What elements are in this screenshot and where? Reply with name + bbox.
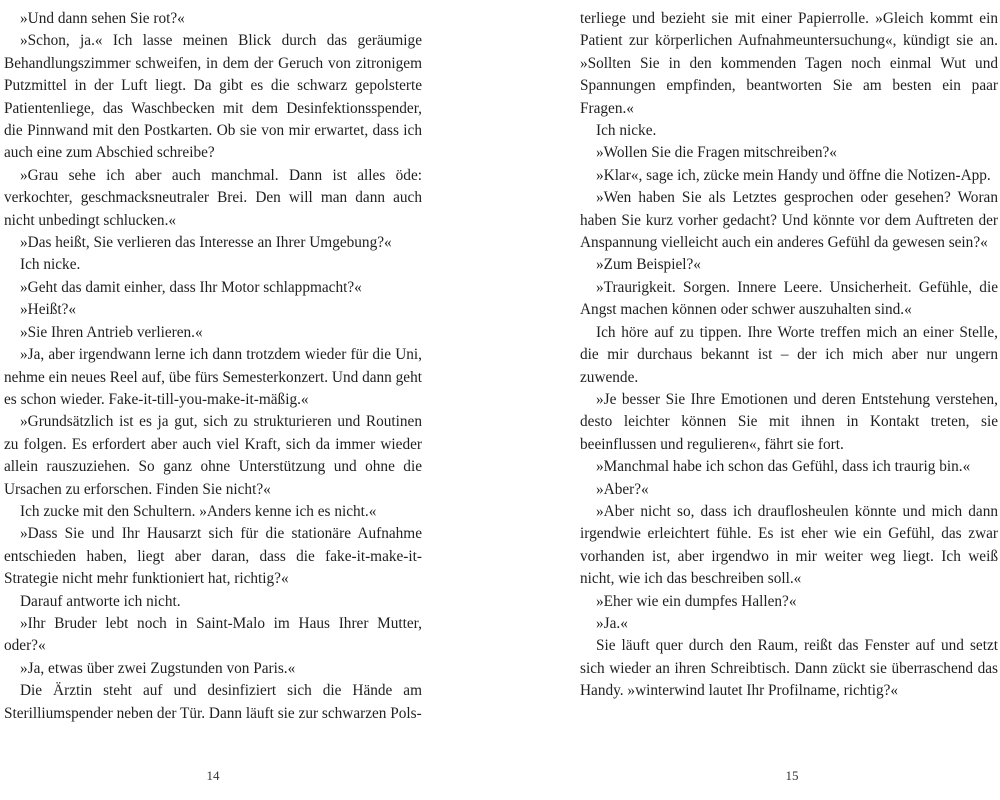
right-page-text: [580, 8, 998, 703]
paragraph: »Schon, ja.« Ich lasse meinen Blick durch das geräumige Behandlungszimmer schweifen, in dem der Geruch von zitronigem Putzmittel in der Luft liegt. Da gibt es die schwarz gepolsterte Patientenliege, das Waschbecken mit dem Desinfektionsspender, die Pinnwand mit den Postkarten. Ob sie von mir erwartet, dass ich auch eine zum Abschied schreibe?: [4, 32, 422, 162]
page-number: 14: [206, 768, 220, 783]
paragraph: »Zum Beispiel?«: [596, 256, 701, 274]
paragraph: »Das heißt, Sie verlieren das Interesse an Ihrer Umgebung?«: [20, 234, 392, 252]
right-page: [500, 0, 1000, 800]
paragraph: »Ja.«: [596, 614, 628, 632]
paragraph: Sie läuft quer durch den Raum, reißt das Fenster auf und setzt sich wieder an ihren Schreibtisch. Dann zückt sie überraschend das Handy. »winterwind lautet Ihr Profilname, richtig?«: [580, 637, 998, 700]
paragraph: »Je besser Sie Ihre Emotionen und deren Entstehung verstehen, desto leichter können Sie mit ihnen in Kontakt treten, sie beeinflussen und regulieren«, fährt sie fort.: [580, 390, 998, 453]
paragraph: Ich nicke.: [596, 122, 657, 140]
paragraph: »Und dann sehen Sie rot?«: [20, 10, 185, 27]
left-page-text: [4, 8, 422, 725]
paragraph: »Grau sehe ich aber auch manchmal. Dann ist alles öde: verkochter, geschmacksneutraler Brei. Den will man dann auch nicht unbedingt schlucken.«: [4, 166, 422, 229]
paragraph: »Traurigkeit. Sorgen. Innere Leere. Unsicherheit. Gefühle, die Angst machen können oder schwer auszuhalten sind.«: [580, 278, 998, 319]
paragraph: Ich zucke mit den Schultern. »Anders kenne ich es nicht.«: [20, 502, 377, 520]
paragraph: »Klar«, sage ich, zücke mein Handy und öffne die Notizen-App.: [596, 166, 991, 184]
paragraph: »Ja, etwas über zwei Zugstunden von Paris.«: [20, 659, 296, 677]
paragraph: »Wollen Sie die Fragen mitschreiben?«: [596, 144, 837, 162]
paragraph: Ich nicke.: [20, 256, 81, 274]
paragraph: Darauf antworte ich nicht.: [20, 592, 181, 610]
paragraph: »Sie Ihren Antrieb verlieren.«: [20, 323, 203, 341]
paragraph: »Geht das damit einher, dass Ihr Motor schlappmacht?«: [20, 278, 362, 296]
paragraph-continued: terliege und bezieht sie mit einer Papierrolle. »Gleich kommt ein Patient zur körperlichen Aufnahmeuntersuchung«, kündigt sie an. »Sollten Sie in den kommenden Tagen noch einmal Wut und Spannungen empfinden, beantworten Sie am besten ein paar Fragen.«: [580, 10, 998, 117]
paragraph: »Dass Sie und Ihr Hausarzt sich für die stationäre Aufnahme entschieden haben, liegt aber daran, dass die fake-it-make-it-Strategie nicht mehr funktioniert hat, richtig?«: [4, 525, 422, 588]
paragraph: »Manchmal habe ich schon das Gefühl, dass ich traurig bin.«: [596, 458, 971, 476]
paragraph: Die Ärztin steht auf und desinfiziert sich die Hände am Sterilliumspender neben der Tür. Dann läuft sie zur schwarzen Pols-: [4, 682, 422, 722]
paragraph: »Eher wie ein dumpfes Hallen?«: [596, 592, 797, 610]
paragraph: »Wen haben Sie als Letztes gesprochen oder gesehen? Woran haben Sie kurz vorher gedacht? Und könnte vor dem Auftreten der Anspannung vielleicht auch ein anderes Gefühl da gewesen sein?«: [580, 189, 998, 252]
paragraph: »Grundsätzlich ist es ja gut, sich zu strukturieren und Routinen zu folgen. Es erfordert aber auch viel Kraft, sich da immer wieder allein rauszuziehen. So ganz ohne Unterstützung und ohne die Ursachen zu erforschen. Finden Sie nicht?«: [4, 413, 422, 498]
paragraph: »Aber nicht so, dass ich drauflosheulen könnte und mich dann irgendwie erleichtert fühle. Es ist eher wie ein Gefühl, das zwar vorhanden ist, aber irgendwo in mir weiter weg liegt. Ich weiß nicht, wie ich das beschreiben soll.«: [580, 502, 998, 588]
paragraph: »Ihr Bruder lebt noch in Saint-Malo im Haus Ihrer Mutter, oder?«: [4, 614, 422, 655]
paragraph: Ich höre auf zu tippen. Ihre Worte treffen mich an einer Stelle, die mir durchaus bekannt ist – der ich mich aber nur ungern zuwende.: [580, 323, 998, 386]
page-number: 15: [785, 768, 799, 783]
paragraph: »Ja, aber irgendwann lerne ich dann trotzdem wieder für die Uni, nehme ein neues Reel auf, übe fürs Semesterkonzert. Und dann geht es schon wieder. Fake-it-till-you-make-it-mäßig.«: [4, 346, 422, 408]
paragraph: »Aber?«: [596, 480, 649, 498]
paragraph: »Heißt?«: [20, 301, 77, 319]
